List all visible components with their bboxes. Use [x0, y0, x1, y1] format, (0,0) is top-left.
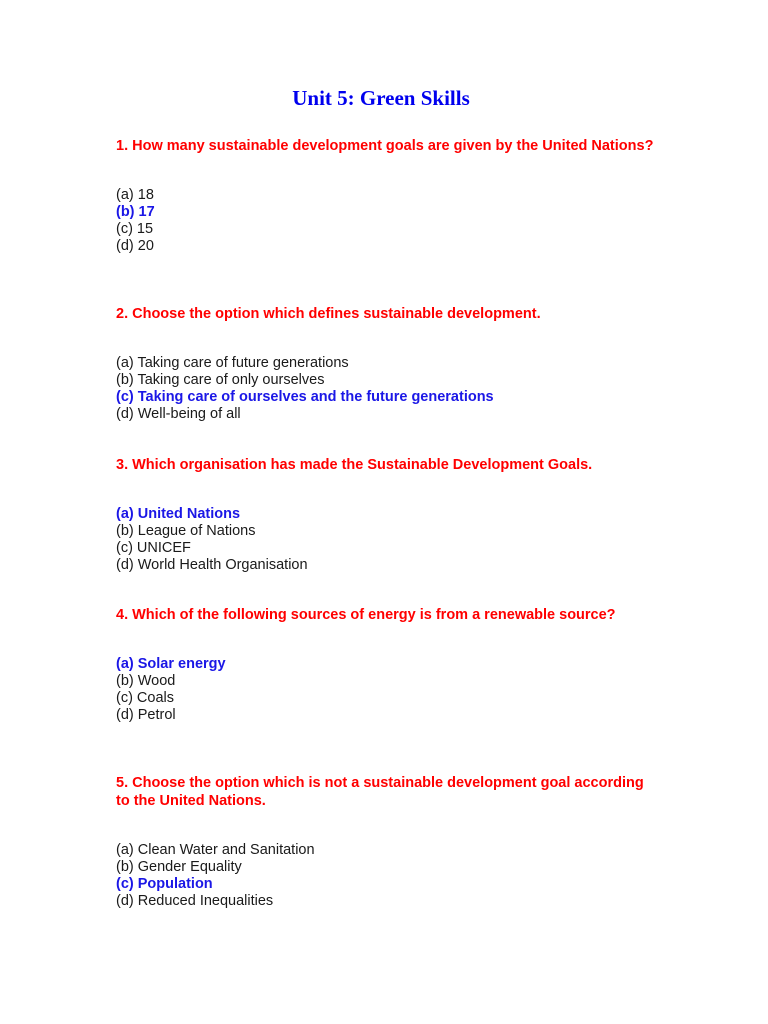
option-d: (d) 20 [116, 237, 154, 254]
option-list [116, 187, 656, 255]
option-b: (b) Wood [116, 672, 176, 689]
option-b: (b) Gender Equality [116, 858, 242, 875]
option-a-correct-answer: (a) Solar energy [116, 656, 226, 672]
option-list [116, 506, 656, 574]
option-list [116, 842, 656, 910]
option-b: (b) League of Nations [116, 522, 256, 539]
question-text: 5. Choose the option which is not a sustainable development goal according to the United Nations. [116, 775, 644, 809]
question-text: 2. Choose the option which defines sustainable development. [116, 306, 541, 322]
question-block-5 [116, 774, 656, 910]
option-a: (a) Clean Water and Sanitation [116, 842, 315, 858]
question-block-1 [116, 137, 656, 255]
option-d: (d) World Health Organisation [116, 556, 308, 573]
question-text: 3. Which organisation has made the Sustainable Development Goals. [116, 457, 593, 473]
page-title: Unit 5: Green Skills [292, 86, 470, 110]
option-c: (c) UNICEF [116, 539, 191, 556]
option-c-correct-answer: (c) Taking care of ourselves and the future generations [116, 388, 494, 405]
option-list [116, 656, 656, 724]
question-block-2 [116, 305, 656, 423]
option-c: (c) 15 [116, 220, 154, 237]
option-d: (d) Reduced Inequalities [116, 892, 274, 909]
question-block-3 [116, 456, 656, 574]
option-c-correct-answer: (c) Population [116, 875, 213, 892]
question-block-4 [116, 606, 656, 724]
option-list [116, 355, 656, 423]
option-d: (d) Well-being of all [116, 405, 241, 422]
option-b-correct-answer: (b) 17 [116, 203, 155, 220]
option-a-correct-answer: (a) United Nations [116, 506, 241, 522]
question-text: 4. Which of the following sources of energy is from a renewable source? [116, 607, 616, 623]
option-b: (b) Taking care of only ourselves [116, 371, 325, 388]
option-d: (d) Petrol [116, 706, 176, 723]
option-a: (a) Taking care of future generations [116, 355, 349, 371]
option-c: (c) Coals [116, 689, 175, 706]
option-a: (a) 18 [116, 187, 154, 203]
question-text: 1. How many sustainable development goals are given by the United Nations? [116, 138, 654, 154]
